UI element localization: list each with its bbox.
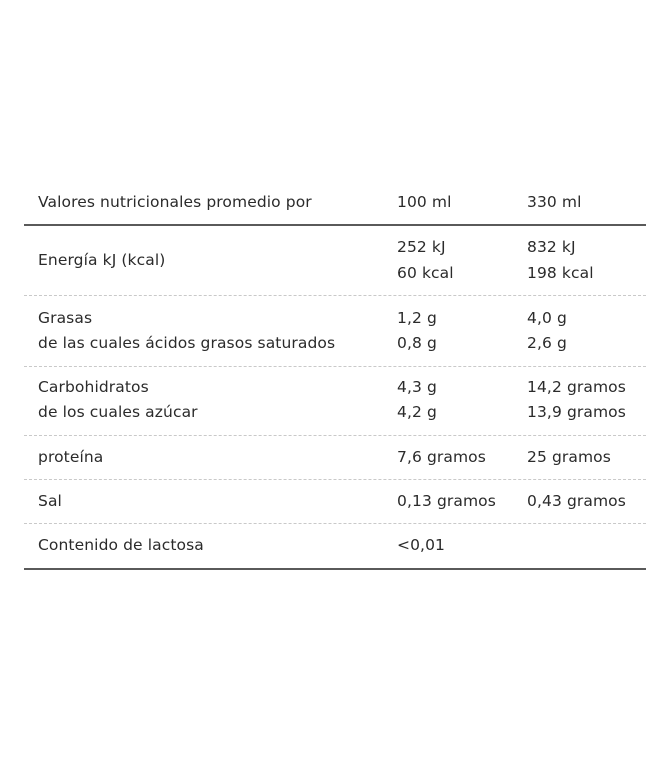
row-label: proteína [38,448,104,466]
table-row-protein [24,436,646,480]
value-330ml: 2,6 g [527,334,567,352]
row-sublabel: de los cuales azúcar [38,403,198,421]
value-330ml: 14,2 gramos [527,378,626,396]
value-330ml: 25 gramos [527,448,611,466]
value-100ml: 60 kcal [397,264,454,282]
value-330ml: 832 kJ [527,238,576,256]
value-100ml: 0,13 gramos [397,492,496,510]
row-sublabel: de las cuales ácidos grasos saturados [38,334,336,352]
row-label: Grasas [38,309,93,327]
value-100ml: <0,01 [397,536,445,554]
header-col-330ml: 330 ml [527,193,582,211]
table-row-energy [24,226,646,296]
value-100ml: 1,2 g [397,309,437,327]
value-330ml: 198 kcal [527,264,594,282]
value-330ml: 4,0 g [527,309,567,327]
table-row-fats [24,296,646,367]
table-row-salt [24,480,646,524]
value-100ml: 4,3 g [397,378,437,396]
nutrition-table [24,180,646,570]
table-header [24,180,646,226]
row-label: Energía kJ (kcal) [38,251,166,269]
row-label: Carbohidratos [38,378,149,396]
value-100ml: 252 kJ [397,238,446,256]
value-330ml: 13,9 gramos [527,403,626,421]
value-100ml: 0,8 g [397,334,437,352]
value-100ml: 7,6 gramos [397,448,486,466]
value-100ml: 4,2 g [397,403,437,421]
table-row-lactose [24,524,646,570]
table-row-carbohydrates [24,367,646,436]
header-col-100ml: 100 ml [397,193,452,211]
header-label: Valores nutricionales promedio por [38,193,312,211]
row-label: Sal [38,492,62,510]
row-label: Contenido de lactosa [38,536,204,554]
value-330ml: 0,43 gramos [527,492,626,510]
